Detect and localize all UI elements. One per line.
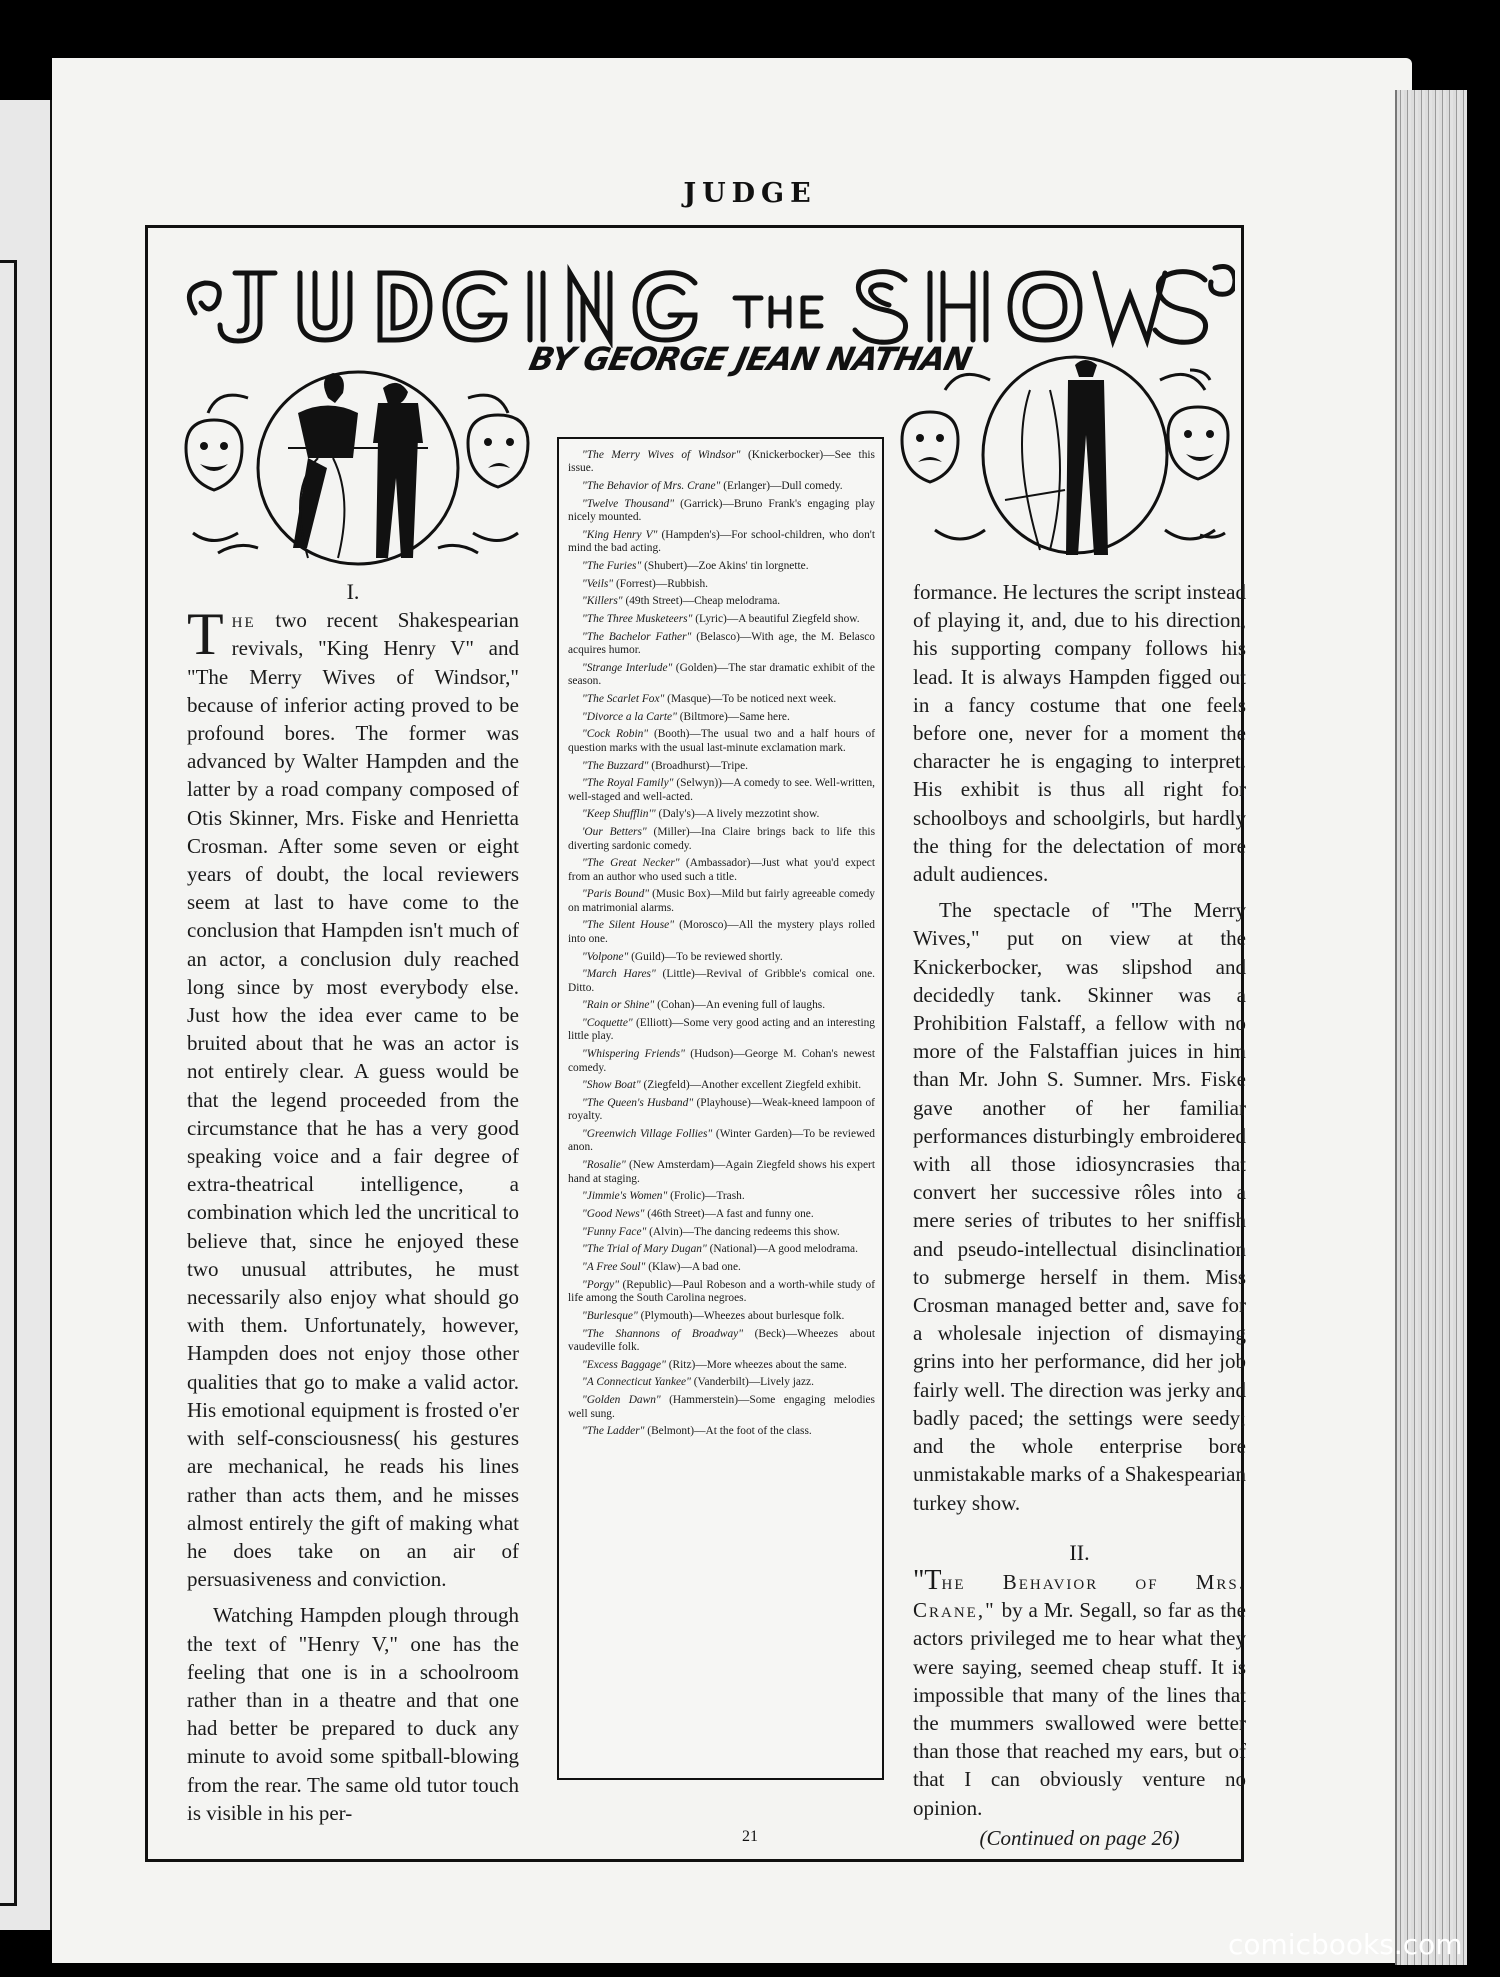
listing-entry xyxy=(568,1310,875,1323)
byline: BY GEORGE JEAN NATHAN xyxy=(525,340,975,378)
listing-note: (National)—A good melodrama. xyxy=(706,1243,858,1256)
listing-title: 'Our Betters" xyxy=(582,826,647,839)
section-heading-2: II. xyxy=(1069,1539,1090,1565)
listing-entry xyxy=(568,888,875,915)
listing-title: "The Trial of Mary Dugan" xyxy=(582,1243,707,1256)
page-stack-edge xyxy=(1395,90,1467,1965)
listing-title: "Volpone" xyxy=(582,950,629,963)
listing-note: (Republic)—Paul Robeson and a worth-while study of life among the South Carolina negroes. xyxy=(568,1278,875,1305)
listing-note: (Ziegfeld)—Another excellent Ziegfeld exhibit. xyxy=(640,1079,862,1092)
listing-title: "The Buzzard" xyxy=(582,759,649,772)
listing-title: "The Royal Family" xyxy=(582,777,674,790)
listing-title: "The Queen's Husband" xyxy=(582,1096,694,1109)
listing-entry xyxy=(568,760,875,773)
listing-title: "The Great Necker" xyxy=(582,857,680,870)
listing-entry xyxy=(568,631,875,658)
listing-entry xyxy=(568,1159,875,1186)
listing-entry xyxy=(568,728,875,755)
paragraph-3: The spectacle of "The Merry Wives," put on view at the Knickerbocker, was slipshod and decidedly tank. Skinner was a Prohibition Falstaff, a fellow with no more of the Falstaffian juices in him than Mr. John S. Sumner. Mrs. Fiske gave another of her familiar performances disturbingly embroidered with all those idiosyncrasies that convert her successive rôles into a mere series of tributes to her sniffish and pseudo-intellectual disinclination to submerge herself in them. Miss Crosman managed better and, save for a wholesale injection of dismaying grins into her performance, did her job fairly well. The direction was jerky and badly paced; the settings were seedy; and the whole enterprise bore unmistakable marks of a Shakespearian turkey show. xyxy=(913,898,1246,1515)
listing-title: "Cock Robin" xyxy=(582,728,649,741)
listing-note: (Knickerbocker)—See this issue. xyxy=(568,449,875,475)
listing-entry xyxy=(568,1097,875,1124)
listing-note: (Elliott)—Some very good acting and an interesting little play. xyxy=(568,1017,875,1043)
paragraph-2-start: Watching Hampden plough through the text of "Henry V," one has the feeling that one is in a schoolroom rather than in a theatre and that one had better be prepared to duck any minute to avoid some spitball-blowing from the rear. The same old tutor touch is visible in his per- xyxy=(187,1603,519,1825)
facing-page-edge xyxy=(0,0,52,1977)
listing-entry xyxy=(568,480,875,493)
paragraph-2-end: formance. He lectures the script instead of playing it, and, due to his direction, his supporting company follows his lead. It is always Hampden figged out in a fancy costume that one feels before one, never for a moment the character he is engaging to interpret. His exhibit is thus all right for schoolboys and schoolgirls, but hardly the thing for the delectation of more adult audiences. xyxy=(913,580,1246,887)
listing-title: "Excess Baggage" xyxy=(582,1358,666,1371)
listing-entry xyxy=(568,1359,875,1372)
listing-entry xyxy=(568,711,875,724)
listing-title: "Whispering Friends" xyxy=(582,1048,685,1061)
listing-entry xyxy=(568,498,875,525)
listing-entry xyxy=(568,1328,875,1355)
listing-note: (New Amsterdam)—Again Ziegfeld shows his expert hand at staging. xyxy=(568,1159,875,1185)
listing-entry xyxy=(568,826,875,853)
show-listings-box xyxy=(557,437,884,1780)
listing-title: "The Shannons of Broadway" xyxy=(582,1327,743,1340)
listing-entry xyxy=(568,449,875,476)
article-column-left xyxy=(187,578,519,1827)
listing-note: (Daly's)—A lively mezzotint show. xyxy=(655,808,820,821)
listing-note: (Lyric)—A beautiful Ziegfeld show. xyxy=(692,613,860,626)
article-column-right xyxy=(913,578,1246,1852)
listing-note: (Cohan)—An evening full of laughs. xyxy=(654,999,826,1012)
listing-title: "Rain or Shine" xyxy=(582,999,655,1012)
listing-title: "The Behavior of Mrs. Crane" xyxy=(582,480,721,493)
paragraph-1-text: two recent Shakespearian revivals, "King Henry V" and "The Merry Wives of Windsor," because of inferior acting proved to be profound bores. The former was advanced by Walter Hampden and the latter by a road company composed of Otis Skinner, Mrs. Fiske and Henrietta Crosman. After some seven or eight years of doubt, the local reviewers seem at last to have come to the conclusion that Hampden isn't much of an actor, a conclusion duly reached long since by most everybody else. Just how the idea ever came to be bruited about that he was an actor is not entirely clear. A guess would be that the legend proceeded from the circumstance that he has a very good speaking voice and a fair degree of extra-theatrical intelligence, a combination which led the uncritical to believe that, since he enjoyed these two unusual attributes, he must necessarily also enjoy what should go with them. Unfortunately, however, Hampden does not enjoy those other qualities that go to make a valid actor. His emotional equipment is frosted o'er with self-consciousness( his gestures are mechanical, he reads his lines rather than acts them, and he misses almost entirely the gift of making what he does take on an air of persuasiveness and conviction. xyxy=(187,608,519,1592)
listing-entry xyxy=(568,1208,875,1221)
listing-entry xyxy=(568,1425,875,1438)
listing-title: "Coquette" xyxy=(582,1017,633,1030)
listing-note: (Music Box)—Mild but fairly agreeable comedy on matrimonial alarms. xyxy=(568,888,875,914)
listing-title: "Killers" xyxy=(582,595,623,608)
listing-entry xyxy=(568,560,875,573)
listing-title: "The Furies" xyxy=(582,560,642,573)
listing-entry xyxy=(568,1376,875,1389)
listing-note: (Frolic)—Trash. xyxy=(667,1190,745,1203)
listing-entry xyxy=(568,777,875,804)
listing-entry xyxy=(568,808,875,821)
listing-entry xyxy=(568,613,875,626)
listing-note: (Playhouse)—Weak-kneed lampoon of royalty. xyxy=(568,1096,875,1123)
listing-entry xyxy=(568,1048,875,1075)
listing-title: "The Merry Wives of Windsor" xyxy=(582,449,741,461)
listing-note: (Plymouth)—Wheezes about burlesque folk. xyxy=(637,1309,845,1322)
dancers-illustration-right xyxy=(900,350,1242,565)
listing-entry xyxy=(568,1190,875,1203)
section-2-lead-small-caps: he Behavior of Mrs. Crane," xyxy=(913,1569,1246,1623)
listing-note: (Garrick)—Bruno Frank's engaging play nicely mounted. xyxy=(568,497,875,524)
title-lettering xyxy=(175,258,1235,348)
listing-title: "A Connecticut Yankee" xyxy=(582,1376,691,1389)
listing-entry xyxy=(568,1128,875,1155)
listing-note: (Hampden's)—For school-children, who don't mind the bad acting. xyxy=(568,528,875,555)
listing-note: (Ambassador)—Just what you'd expect from an author who used such a title. xyxy=(568,857,875,883)
listing-title: "Keep Shufflin'" xyxy=(582,808,656,821)
listing-note: (Beck)—Wheezes about vaudeville folk. xyxy=(568,1327,875,1354)
continued-note: (Continued on page 26) xyxy=(979,1825,1180,1850)
listing-title: "The Silent House" xyxy=(582,919,674,932)
listing-note: (Morosco)—All the mystery plays rolled into one. xyxy=(568,919,875,945)
masthead: JUDGE xyxy=(683,178,817,209)
listing-title: "Veils" xyxy=(582,577,614,590)
listing-entry xyxy=(568,1079,875,1092)
listing-title: "Greenwich Village Follies" xyxy=(582,1128,713,1141)
listing-entry xyxy=(568,919,875,946)
listing-entry xyxy=(568,857,875,884)
listing-note: (46th Street)—A fast and funny one. xyxy=(644,1208,814,1220)
listing-note: (Vanderbilt)—Lively jazz. xyxy=(690,1376,814,1389)
listing-entry xyxy=(568,951,875,964)
listing-title: "Divorce a la Carte" xyxy=(582,710,677,723)
listing-title: "Burlesque" xyxy=(582,1309,638,1322)
listing-title: "The Bachelor Father" xyxy=(582,630,692,643)
open-quote-cap: "T xyxy=(913,1564,942,1596)
listing-title: "Twelve Thousand" xyxy=(582,497,675,510)
listing-note: (Selwyn))—A comedy to see. Well-written, well-staged and well-acted. xyxy=(568,777,875,803)
listing-title: "A Free Soul" xyxy=(582,1261,646,1274)
listing-entry xyxy=(568,529,875,556)
page-number: 21 xyxy=(742,1828,758,1845)
section-2-paragraph xyxy=(913,1564,1246,1822)
listing-note: (Guild)—To be reviewed shortly. xyxy=(628,950,783,963)
listing-title: "Paris Bound" xyxy=(582,888,650,901)
section-heading-1: I. xyxy=(346,579,360,604)
listing-title: "Strange Interlude" xyxy=(582,661,673,674)
listing-title: "Jimmie's Women" xyxy=(582,1190,668,1203)
listing-title: "Golden Dawn" xyxy=(582,1394,661,1407)
listing-entry xyxy=(568,968,875,995)
paragraph-opening xyxy=(187,601,519,1593)
listing-title: "Funny Face" xyxy=(582,1225,647,1238)
listing-note: (Biltmore)—Same here. xyxy=(676,710,790,723)
listing-note: (Ritz)—More wheezes about the same. xyxy=(665,1358,847,1371)
listing-title: "King Henry V" xyxy=(582,528,658,541)
listing-entry xyxy=(568,662,875,689)
listing-note: (Forrest)—Rubbish. xyxy=(613,577,709,590)
listing-note: (Shubert)—Zoe Akins' tin lorgnette. xyxy=(641,560,809,573)
section-2-text: by a Mr. Segall, so far as the actors privileged me to hear what they were saying, seemed cheap stuff. It is impossible that many of the lines that the mummers swallowed were better than those that reached my ears, but of that I can obviously venture no opinion. xyxy=(913,1598,1246,1820)
listing-note: (Alvin)—The dancing redeems this show. xyxy=(646,1225,840,1238)
listing-title: "The Ladder" xyxy=(582,1425,645,1438)
listing-entry xyxy=(568,1243,875,1256)
listing-note: (Winter Garden)—To be reviewed anon. xyxy=(568,1128,875,1154)
dancers-illustration-left xyxy=(178,358,546,570)
listing-note: (Little)—Revival of Gribble's comical one. Ditto. xyxy=(568,968,875,994)
listing-title: "Good News" xyxy=(582,1208,645,1220)
listing-note: (Miller)—Ina Claire brings back to life this diverting sardonic comedy. xyxy=(568,826,876,852)
listing-note: (Masque)—To be noticed next week. xyxy=(664,693,837,706)
listing-entry xyxy=(568,595,875,608)
listing-note: (Erlanger)—Dull comedy. xyxy=(720,480,843,493)
lead-small-caps: he xyxy=(231,608,256,633)
listing-note: (Klaw)—A bad one. xyxy=(645,1261,741,1274)
drop-cap: T xyxy=(187,601,224,668)
listing-entry xyxy=(568,1394,875,1421)
listing-note: (Belmont)—At the foot of the class. xyxy=(644,1425,812,1438)
listing-title: "Show Boat" xyxy=(582,1079,641,1092)
listing-entry xyxy=(568,999,875,1012)
listing-note: (Hammerstein)—Some engaging melodies well sung. xyxy=(568,1394,875,1420)
listing-title: "The Three Musketeers" xyxy=(582,613,693,626)
listing-entry xyxy=(568,1279,875,1306)
listing-title: "March Hares" xyxy=(582,968,656,981)
listing-entry xyxy=(568,578,875,591)
listing-title: "The Scarlet Fox" xyxy=(582,693,665,706)
listing-note: (Golden)—The star dramatic exhibit of the season. xyxy=(568,661,875,688)
listing-note: (Booth)—The usual two and a half hours of question marks with the usual last-minute exclamation mark. xyxy=(568,728,875,754)
listing-note: (49th Street)—Cheap melodrama. xyxy=(622,595,781,608)
listing-note: (Belasco)—With age, the M. Belasco acquires humor. xyxy=(568,630,875,657)
watermark: comicbooks.com xyxy=(1228,1928,1463,1961)
listing-entry xyxy=(568,693,875,706)
listing-note: (Broadhurst)—Tripe. xyxy=(648,759,748,772)
listing-entry xyxy=(568,1261,875,1274)
listing-entry xyxy=(568,1226,875,1239)
listing-title: "Porgy" xyxy=(582,1278,619,1291)
listing-note: (Hudson)—George M. Cohan's newest comedy. xyxy=(568,1048,875,1074)
listing-entry xyxy=(568,1017,875,1044)
listing-title: "Rosalie" xyxy=(582,1159,626,1172)
